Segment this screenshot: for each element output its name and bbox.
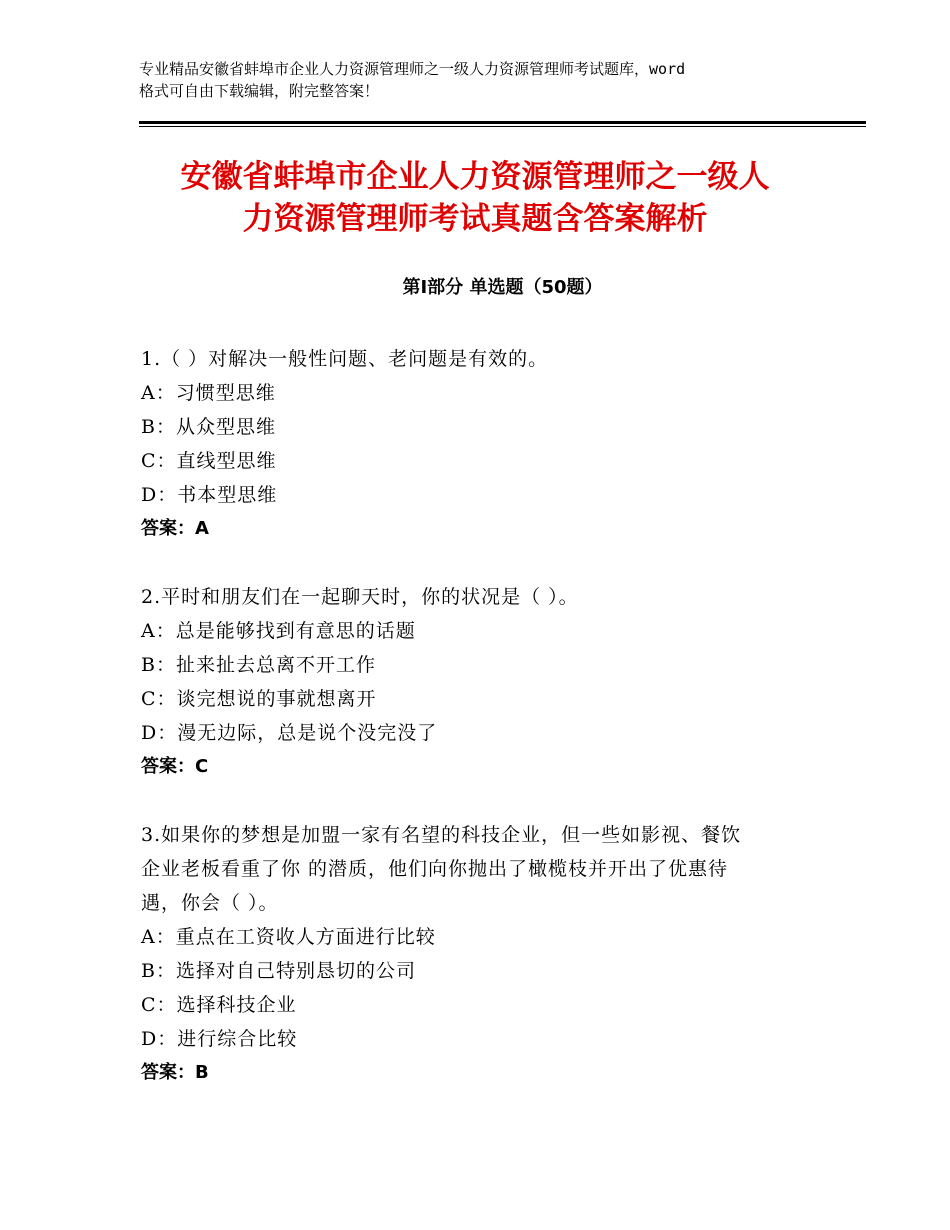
answer-line: 答案：A bbox=[141, 518, 209, 539]
question-2 bbox=[141, 580, 821, 784]
option-b: B：选择对自己特别恳切的公司 bbox=[141, 960, 416, 982]
question-list bbox=[141, 342, 821, 1124]
header-note bbox=[139, 58, 839, 102]
option-c: C：选择科技企业 bbox=[141, 994, 297, 1016]
header-note-line-1: 专业精品安徽省蚌埠市企业人力资源管理师之一级人力资源管理师考试题库，word bbox=[139, 60, 686, 78]
document-title-line-2: 力资源管理师考试真题含答案解析 bbox=[242, 201, 708, 237]
option-a: A：总是能够找到有意思的话题 bbox=[141, 620, 416, 642]
option-c: C：谈完想说的事就想离开 bbox=[141, 688, 377, 710]
question-stem: 1.（ ）对解决一般性问题、老问题是有效的。 bbox=[141, 348, 549, 370]
document-title-line-1: 安徽省蚌埠市企业人力资源管理师之一级人 bbox=[180, 159, 770, 195]
header-divider-thick bbox=[139, 121, 866, 124]
question-stem: 企业老板看重了你 的潜质，他们向你抛出了橄榄枝并开出了优惠待 bbox=[141, 858, 729, 880]
header-note-line-2: 格式可自由下载编辑，附完整答案！ bbox=[139, 82, 380, 100]
question-stem: 3.如果你的梦想是加盟一家有名望的科技企业，但一些如影视、餐饮 bbox=[141, 824, 742, 846]
option-c: C：直线型思维 bbox=[141, 450, 277, 472]
answer-line: 答案：B bbox=[141, 1062, 209, 1083]
question-stem: 2.平时和朋友们在一起聊天时，你的状况是（ ）。 bbox=[141, 586, 579, 608]
option-d: D：漫无边际，总是说个没完没了 bbox=[141, 722, 438, 744]
option-a: A：习惯型思维 bbox=[141, 382, 276, 404]
option-a: A：重点在工资收人方面进行比较 bbox=[141, 926, 436, 948]
option-b: B：从众型思维 bbox=[141, 416, 276, 438]
header-divider-thin bbox=[139, 126, 866, 127]
option-d: D：进行综合比较 bbox=[141, 1028, 298, 1050]
option-d: D：书本型思维 bbox=[141, 484, 278, 506]
option-b: B：扯来扯去总离不开工作 bbox=[141, 654, 376, 676]
document-title bbox=[90, 156, 860, 240]
section-title: 第Ⅰ部分 单选题（50题） bbox=[402, 277, 603, 298]
question-1 bbox=[141, 342, 821, 546]
answer-line: 答案：C bbox=[141, 756, 209, 777]
question-3 bbox=[141, 818, 821, 1090]
question-stem: 遇，你会（ ）。 bbox=[141, 892, 279, 914]
